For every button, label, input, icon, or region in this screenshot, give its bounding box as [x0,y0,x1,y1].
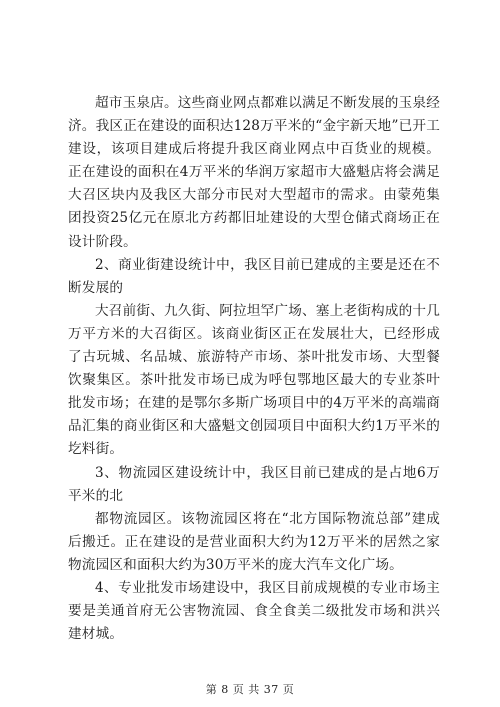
document-body [68,92,440,646]
paragraph-wholesale-market: 4、专业批发市场建设中，我区目前成规模的专业市场主要是美通首府无公害物流园、食全食美二级批发市场和洪兴建材城。 [68,579,440,643]
paragraph-beidu-logistics: 都物流园区。该物流园区将在“北方国际物流总部”建成后搬迁。正在建设的是营业面积大约为12万平米的居然之家物流园区和面积大约为30万平米的庞大汽车文化广场。 [68,510,440,573]
paragraph-commercial-street-heading: 2、商业街建设统计中，我区目前已建成的主要是还在不断发展的 [68,256,440,296]
paragraph-dazhao-district: 大召前街、九久街、阿拉坦罕广场、塞上老街构成的十几万平方米的大召街区。该商业街区正在发展壮大，已经形成了古玩城、名品城、旅游特产市场、茶叶批发市场、大型餐饮聚集区。茶叶批发市场已成为呼包鄂地区最大的专业茶叶批发市场；在建的是鄂尔多斯广场项目中的4万平米的高端商品汇集的商业街区和大盛魁文创园项目中面积大约1万平米的圪料街。 [68,302,440,458]
page-number-footer: 第 8 页 共 37 页 [205,683,295,696]
paragraph-logistics-heading: 3、物流园区建设统计中，我区目前已建成的是占地6万平米的北 [68,464,440,504]
paragraph-supermarket: 超市玉泉店。这些商业网点都难以满足不断发展的玉泉经济。我区正在建设的面积达128万平米的“金宇新天地”已开工建设，该项目建成后将提升我区商业网点中百货业的规模。正在建设的面积在4万平米的华润万家超市大盛魁店将会满足大召区块内及我区大部分市民对大型超市的需求。由蒙苑集团投资25亿元在原北方药都旧址建设的大型仓储式商场正在设计阶段。 [68,95,440,250]
